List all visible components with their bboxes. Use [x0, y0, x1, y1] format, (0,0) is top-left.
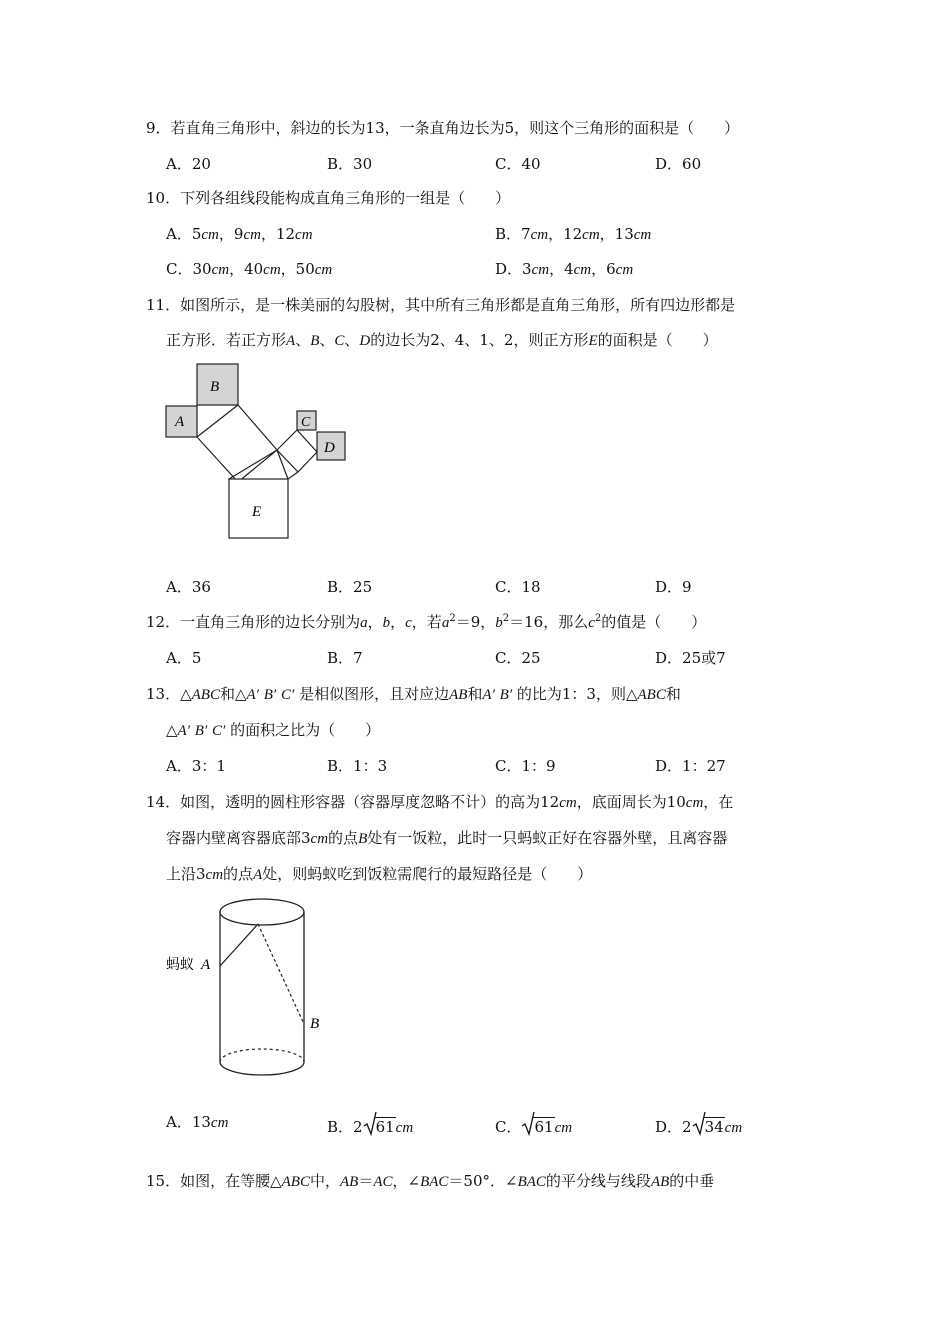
cylinder-figure [160, 892, 340, 1082]
cylinder-bottom-front [220, 1062, 304, 1075]
q14-stem-line2: 容器内壁离容器底部3cm的点B处有一饭粒，此时一只蚂蚁正好在容器外壁，且离容器 [166, 829, 728, 847]
label-ant-a: A [201, 957, 211, 973]
q13-option-c: C．1：9 [495, 757, 556, 775]
q13-option-a: A．3：1 [166, 757, 226, 775]
q13-stem-line1: 13．△ABC和△A′ B′ C′ 是相似图形，且对应边AB和A′ B′ 的比为1：3，则△ABC和 [146, 685, 681, 703]
q10-option-c: C．30cm，40cm，50cm [166, 260, 333, 278]
q10-option-a: A．5cm，9cm，12cm [166, 225, 313, 243]
q15-stem: 15．如图，在等腰△ABC中，AB＝AC，∠BAC＝50°．∠BAC的平分线与线段AB的中垂 [146, 1172, 715, 1190]
q11-stem-line1: 11．如图所示，是一株美丽的勾股树，其中所有三角形都是直角三角形，所有四边形都是 [146, 296, 736, 314]
q9-option-b: B．30 [327, 155, 373, 173]
label-ant: 蚂蚁 [166, 957, 194, 973]
q9-stem: 9．若直角三角形中，斜边的长为13，一条直角边长为5，则这个三角形的面积是（ ） [146, 119, 740, 137]
q14-option-d: D．2 34cm [655, 1112, 742, 1138]
q10-stem: 10．下列各组线段能构成直角三角形的一组是（ ） [146, 189, 511, 207]
q14-option-a: A．13cm [166, 1113, 229, 1131]
path-a-to-rim [220, 924, 258, 966]
label-e: E [252, 504, 262, 520]
q14-option-b: B．2 61cm [327, 1112, 413, 1138]
label-a: A [175, 414, 185, 430]
q9-option-c: C．40 [495, 155, 541, 173]
q9-option-a: A．20 [166, 155, 211, 173]
cylinder-bottom-back [220, 1049, 304, 1062]
q12-option-a: A．5 [166, 649, 202, 667]
q11-option-d: D．9 [655, 578, 692, 596]
q14-stem-line3: 上沿3cm的点A处，则蚂蚁吃到饭粒需爬行的最短路径是（ ） [166, 865, 593, 883]
q11-option-a: A．36 [166, 578, 211, 596]
q12-option-d: D．25或7 [655, 649, 726, 667]
q12-stem: 12．一直角三角形的边长分别为a，b，c，若$a^2=9$，$b^2=16$，那么$c^2$的值是（ ） [146, 613, 707, 631]
cylinder-top [220, 899, 304, 925]
label-d: D [324, 440, 335, 456]
q11-stem-line2: 正方形．若正方形A、B、C、D的边长为2、4、1、2，则正方形E的面积是（ ） [166, 331, 718, 349]
q13-option-b: B．1：3 [327, 757, 388, 775]
q13-stem-line2: △A′ B′ C′ 的面积之比为（ ） [166, 721, 381, 739]
label-c: C [301, 415, 311, 430]
q14-option-c: C． 61cm [495, 1112, 572, 1138]
label-b: B [210, 379, 220, 395]
q14-stem-line1: 14．如图，透明的圆柱形容器（容器厚度忽略不计）的高为12cm，底面周长为10cm，在 [146, 793, 734, 811]
label-b: B [310, 1016, 320, 1032]
q12-option-c: C．25 [495, 649, 541, 667]
q11-option-c: C．18 [495, 578, 541, 596]
square-left-middle [197, 405, 277, 482]
q10-option-d: D．3cm，4cm，6cm [495, 260, 634, 278]
q11-option-b: B．25 [327, 578, 373, 596]
q9-option-d: D．60 [655, 155, 702, 173]
path-rim-to-b [258, 924, 304, 1024]
pythagoras-tree-figure [160, 360, 360, 545]
q13-option-d: D．1：27 [655, 757, 726, 775]
q10-option-b: B．7cm，12cm，13cm [495, 225, 652, 243]
q12-option-b: B．7 [327, 649, 363, 667]
